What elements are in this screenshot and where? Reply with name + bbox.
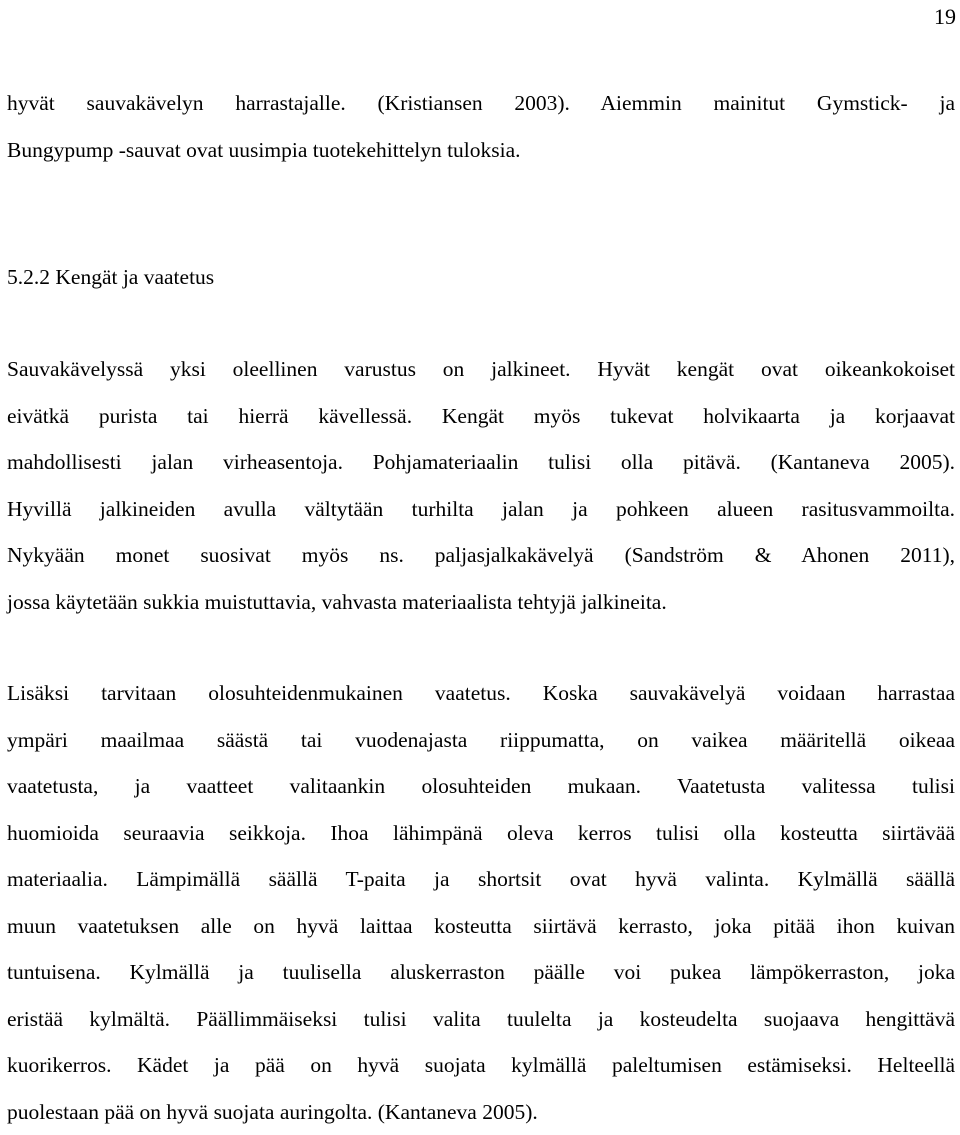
text-line: Sauvakävelyssä yksi oleellinen varustus on jalkineet. Hyvät kengät ovat oikeankokoiset (7, 346, 955, 393)
text-line: Hyvillä jalkineiden avulla vältytään turhilta jalan ja pohkeen alueen rasitusvammoilta. (7, 486, 955, 533)
text-line: huomioida seuraavia seikkoja. Ihoa lähimpänä oleva kerros tulisi olla kosteutta siirtävää (7, 810, 955, 857)
paragraph-clothing (7, 670, 955, 1135)
text-line: tuntuisena. Kylmällä ja tuulisella aluskerraston päälle voi pukea lämpökerraston, joka (7, 949, 955, 996)
text-line: materiaalia. Lämpimällä säällä T-paita ja shortsit ovat hyvä valinta. Kylmällä säällä (7, 856, 955, 903)
text-line: vaatetusta, ja vaatteet valitaankin olosuhteiden mukaan. Vaatetusta valitessa tulisi (7, 763, 955, 810)
text-line: ympäri maailmaa säästä tai vuodenajasta riippumatta, on vaikea määritellä oikeaa (7, 717, 955, 764)
text-line: mahdollisesti jalan virheasentoja. Pohjamateriaalin tulisi olla pitävä. (Kantaneva 2005). (7, 439, 955, 486)
section-heading-text: 5.2.2 Kengät ja vaatetus (7, 254, 955, 301)
text-line: kuorikerros. Kädet ja pää on hyvä suojata kylmällä paleltumisen estämiseksi. Helteellä (7, 1042, 955, 1089)
text-line: Lisäksi tarvitaan olosuhteidenmukainen vaatetus. Koska sauvakävelyä voidaan harrastaa (7, 670, 955, 717)
page-number: 19 (934, 4, 956, 30)
intro-paragraph (7, 80, 955, 173)
text-line: jossa käytetään sukkia muistuttavia, vahvasta materiaalista tehtyjä jalkineita. (7, 579, 955, 626)
section-heading (7, 254, 955, 301)
text-line: muun vaatetuksen alle on hyvä laittaa kosteutta siirtävä kerrasto, joka pitää ihon kuivan (7, 903, 955, 950)
text-line: eristää kylmältä. Päällimmäiseksi tulisi valita tuulelta ja kosteudelta suojaava hengittävä (7, 996, 955, 1043)
text-line: Bungypump -sauvat ovat uusimpia tuotekehittelyn tuloksia. (7, 127, 955, 174)
paragraph-footwear (7, 346, 955, 625)
text-line: Nykyään monet suosivat myös ns. paljasjalkakävelyä (Sandström & Ahonen 2011), (7, 532, 955, 579)
text-line: hyvät sauvakävelyn harrastajalle. (Kristiansen 2003). Aiemmin mainitut Gymstick- ja (7, 80, 955, 127)
text-line: eivätkä purista tai hierrä kävellessä. Kengät myös tukevat holvikaarta ja korjaavat (7, 393, 955, 440)
text-line: puolestaan pää on hyvä suojata auringolta. (Kantaneva 2005). (7, 1089, 955, 1135)
